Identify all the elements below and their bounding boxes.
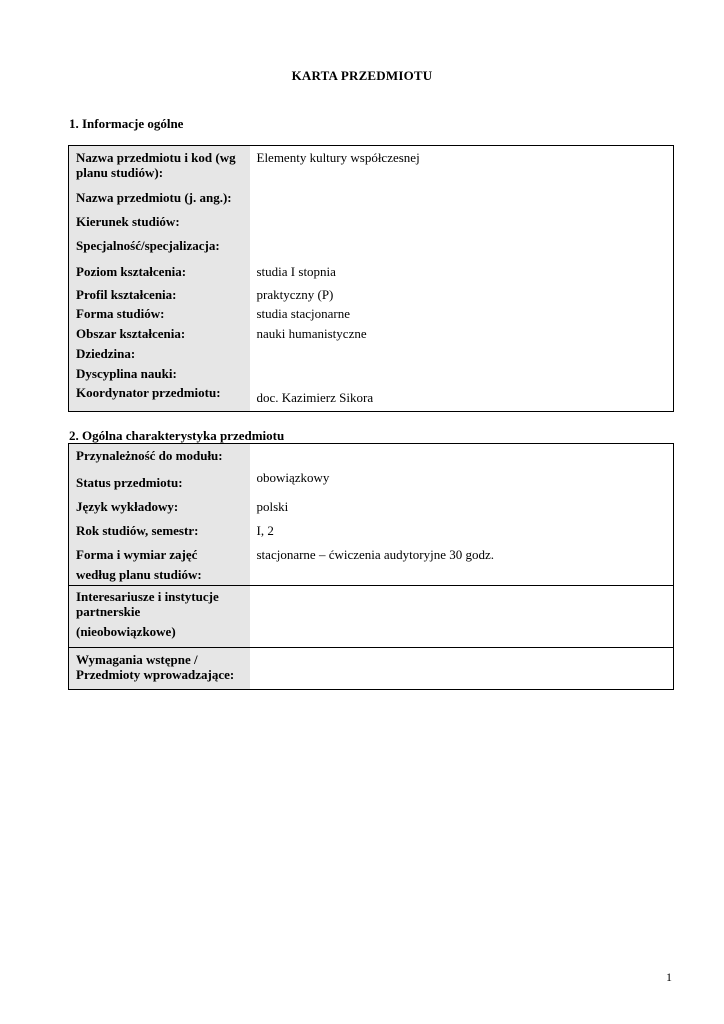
class-form-label-line-2: według planu studiów: [76,567,202,582]
table-row [69,521,674,545]
field-of-study-label: Kierunek studiów: [69,212,250,236]
section-1-heading: 1. Informacje ogólne [69,116,184,131]
table-row [69,497,674,521]
year-semester-value: I, 2 [256,523,274,538]
stakeholders-label-line-1: Interesariusze i instytucje [76,589,219,604]
table-row [69,345,674,365]
table-row [69,261,674,286]
prerequisites-label-line-1: Wymagania wstępne / [76,652,198,667]
module-value [250,444,674,471]
table-row [69,586,674,648]
stakeholders-label-line-3: (nieobowiązkowe) [76,624,176,639]
course-status-label: Status przedmiotu: [69,470,250,497]
document-title: KARTA PRZEDMIOTU [291,68,433,83]
specialization-value [250,236,674,261]
table-row [69,545,674,586]
language-label: Język wykładowy: [69,497,250,521]
stakeholders-value [250,586,674,648]
language-value: polski [256,499,289,514]
study-form-label: Forma studiów: [69,306,250,325]
table-row [69,187,674,212]
table-row [69,444,674,471]
education-area-label: Obszar kształcenia: [69,325,250,345]
prerequisites-label-line-2: Przedmioty wprowadzające: [76,667,235,682]
course-status-value: obowiązkowy [256,470,330,485]
education-level-label: Poziom kształcenia: [69,261,250,286]
table-row [69,236,674,261]
study-form-value: studia stacjonarne [256,306,350,321]
table-row [69,383,674,412]
field-of-study-value [250,212,674,236]
page-number: 1 [666,970,672,984]
education-area-value: nauki humanistyczne [256,326,367,341]
class-form-label-line-1: Forma i wymiar zajęć [76,547,198,562]
table-row [69,648,674,690]
education-level-value: studia I stopnia [256,264,336,279]
specialization-label: Specjalność/specjalizacja: [69,236,250,261]
discipline-label: Dyscyplina nauki: [69,365,250,383]
table-row [69,146,674,188]
course-characteristics-table [68,443,674,690]
stakeholders-label [69,586,250,648]
coordinator-label: Koordynator przedmiotu: [69,383,250,412]
table-row [69,306,674,325]
stakeholders-label-line-2: partnerskie [76,604,141,619]
course-name-label: Nazwa przedmiotu i kod (wg planu studiów): [69,146,250,188]
course-name-english-label: Nazwa przedmiotu (j. ang.): [69,187,250,212]
table-row [69,286,674,306]
domain-label: Dziedzina: [69,345,250,365]
education-profile-value: praktyczny (P) [256,287,334,302]
prerequisites-label [69,648,250,690]
table-row [69,212,674,236]
course-name-value: Elementy kultury współczesnej [256,150,420,165]
class-form-label [69,545,250,586]
table-row [69,365,674,383]
section-2-heading: 2. Ogólna charakterystyka przedmiotu [69,428,285,443]
module-label: Przynależność do modułu: [69,444,250,471]
domain-value [250,345,674,365]
education-profile-label: Profil kształcenia: [69,286,250,306]
discipline-value [250,365,674,383]
table-row [69,470,674,497]
prerequisites-value [250,648,674,690]
course-name-english-value [250,187,674,212]
year-semester-label: Rok studiów, semestr: [69,521,250,545]
coordinator-value: doc. Kazimierz Sikora [256,390,374,405]
class-form-value: stacjonarne – ćwiczenia audytoryjne 30 godz. [256,547,495,562]
general-info-table [68,145,674,412]
table-row [69,325,674,345]
